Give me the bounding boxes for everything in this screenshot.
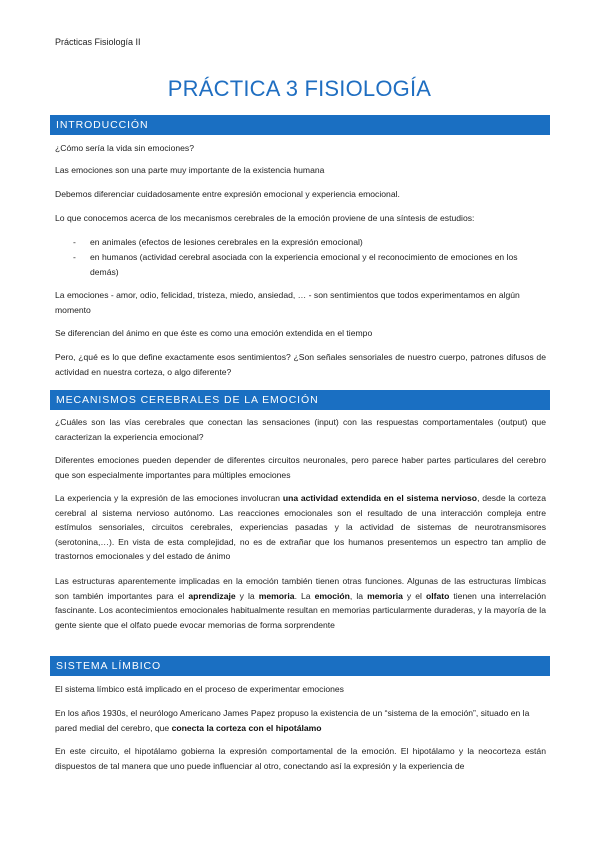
bold-text: emoción [314,590,350,601]
text-run: y la [235,590,259,601]
bullet-dash-icon: - [73,252,76,262]
text-run: Las estructuras aparentemente implicadas en la emoción también tienen otras funciones. Algunas de las estructuras límbicas son también importantes para el [55,576,546,601]
paragraph [55,491,546,564]
list-item-text: en animales (efectos de lesiones cerebrales en la expresión emocional) [90,237,363,247]
paragraph: El sistema límbico está implicado en el proceso de experimentar emociones [55,684,344,694]
section-heading-mecanismos: MECANISMOS CEREBRALES DE LA EMOCIÓN [50,390,550,410]
paragraph: Las emociones son una parte muy importante de la existencia humana [55,165,325,175]
paragraph: Lo que conocemos acerca de los mecanismos cerebrales de la emoción proviene de una síntesis de estudios: [55,213,475,223]
bold-text: una actividad extendida en el sistema nervioso [282,493,478,503]
section-heading-introduccion: INTRODUCCIÓN [50,115,550,135]
text-run: , la [349,590,368,601]
paragraph [55,706,546,735]
bold-text: olfato [425,590,450,601]
list-item-text: en humanos (actividad cerebral asociada con la experiencia emocional y el reconocimiento de emociones en los demás) [90,252,518,277]
paragraph: Se diferencian del ánimo en que éste es como una emoción extendida en el tiempo [55,328,373,338]
paragraph [55,574,546,632]
running-header: Prácticas Fisiología II [55,37,141,47]
paragraph: Debemos diferenciar cuidadosamente entre expresión emocional y experiencia emocional. [55,189,400,199]
document-title: PRÁCTICA 3 FISIOLOGÍA [167,76,432,101]
paragraph: En este circuito, el hipotálamo gobierna la expresión comportamental de la emoción. El hipotálamo y la neocorteza están dispuestos de tal manera que uno puede influenciar al otro, conectando así la expresión y la experiencia de [55,746,546,771]
bold-text: aprendizaje [188,590,236,601]
text-run: , desde la corteza cerebral al sistema nervioso autónomo. Las reacciones emocionales son el resultado de una interacción compleja entre estímulos sensoriales, circuitos cerebrales, experiencias pasadas y la actividad de sistemas de neurotransmisores (serotonina,…). En vista de esta complejidad, no es de extrañar que los humanos presentemos un espectro tan amplio de trastornos emocionales y del estado de ánimo [55,493,547,562]
bold-text: memoria [367,590,403,601]
paragraph: ¿Cuáles son las vías cerebrales que conectan las sensaciones (input) con las respuestas comportamentales (output) que caracterizan la experiencia emocional? [55,417,546,442]
section-heading-sistema-limbico: SISTEMA LÍMBICO [50,656,550,676]
bold-text: conecta la corteza con el hipotálamo [171,722,322,733]
bold-text: memoria [258,590,295,601]
paragraph: Diferentes emociones pueden depender de diferentes circuitos neuronales, pero parece haber partes particulares del cerebro que son especialmente importantes para múltiples emociones [55,455,546,480]
bullet-dash-icon: - [73,237,76,247]
text-run: . La [294,590,315,601]
paragraph: La emociones - amor, odio, felicidad, tristeza, miedo, ansiedad, … - son sentimientos que todos experimentamos en algún momento [55,290,520,315]
text-run: La experiencia y la expresión de las emociones involucran [55,493,283,503]
text-run: tienen una interrelación fascinante. Los acontecimientos emocionales habitualmente resultan en memorias particularmente duraderas, y la mayoría de la gente siente que el olfato puede evocar memorias de forma sorprendente [55,590,547,630]
text-run: y el [402,590,426,601]
paragraph: ¿Cómo sería la vida sin emociones? [55,143,194,153]
paragraph: Pero, ¿qué es lo que define exactamente esos sentimientos? ¿Son señales sensoriales de nuestro cuerpo, patrones difusos de actividad en nuestra corteza, o algo diferente? [55,352,546,377]
text-run: En los años 1930s, el neurólogo Americano James Papez propuso la existencia de un “sistema de la emoción”, situado en la pared medial del cerebro, que [55,708,530,733]
